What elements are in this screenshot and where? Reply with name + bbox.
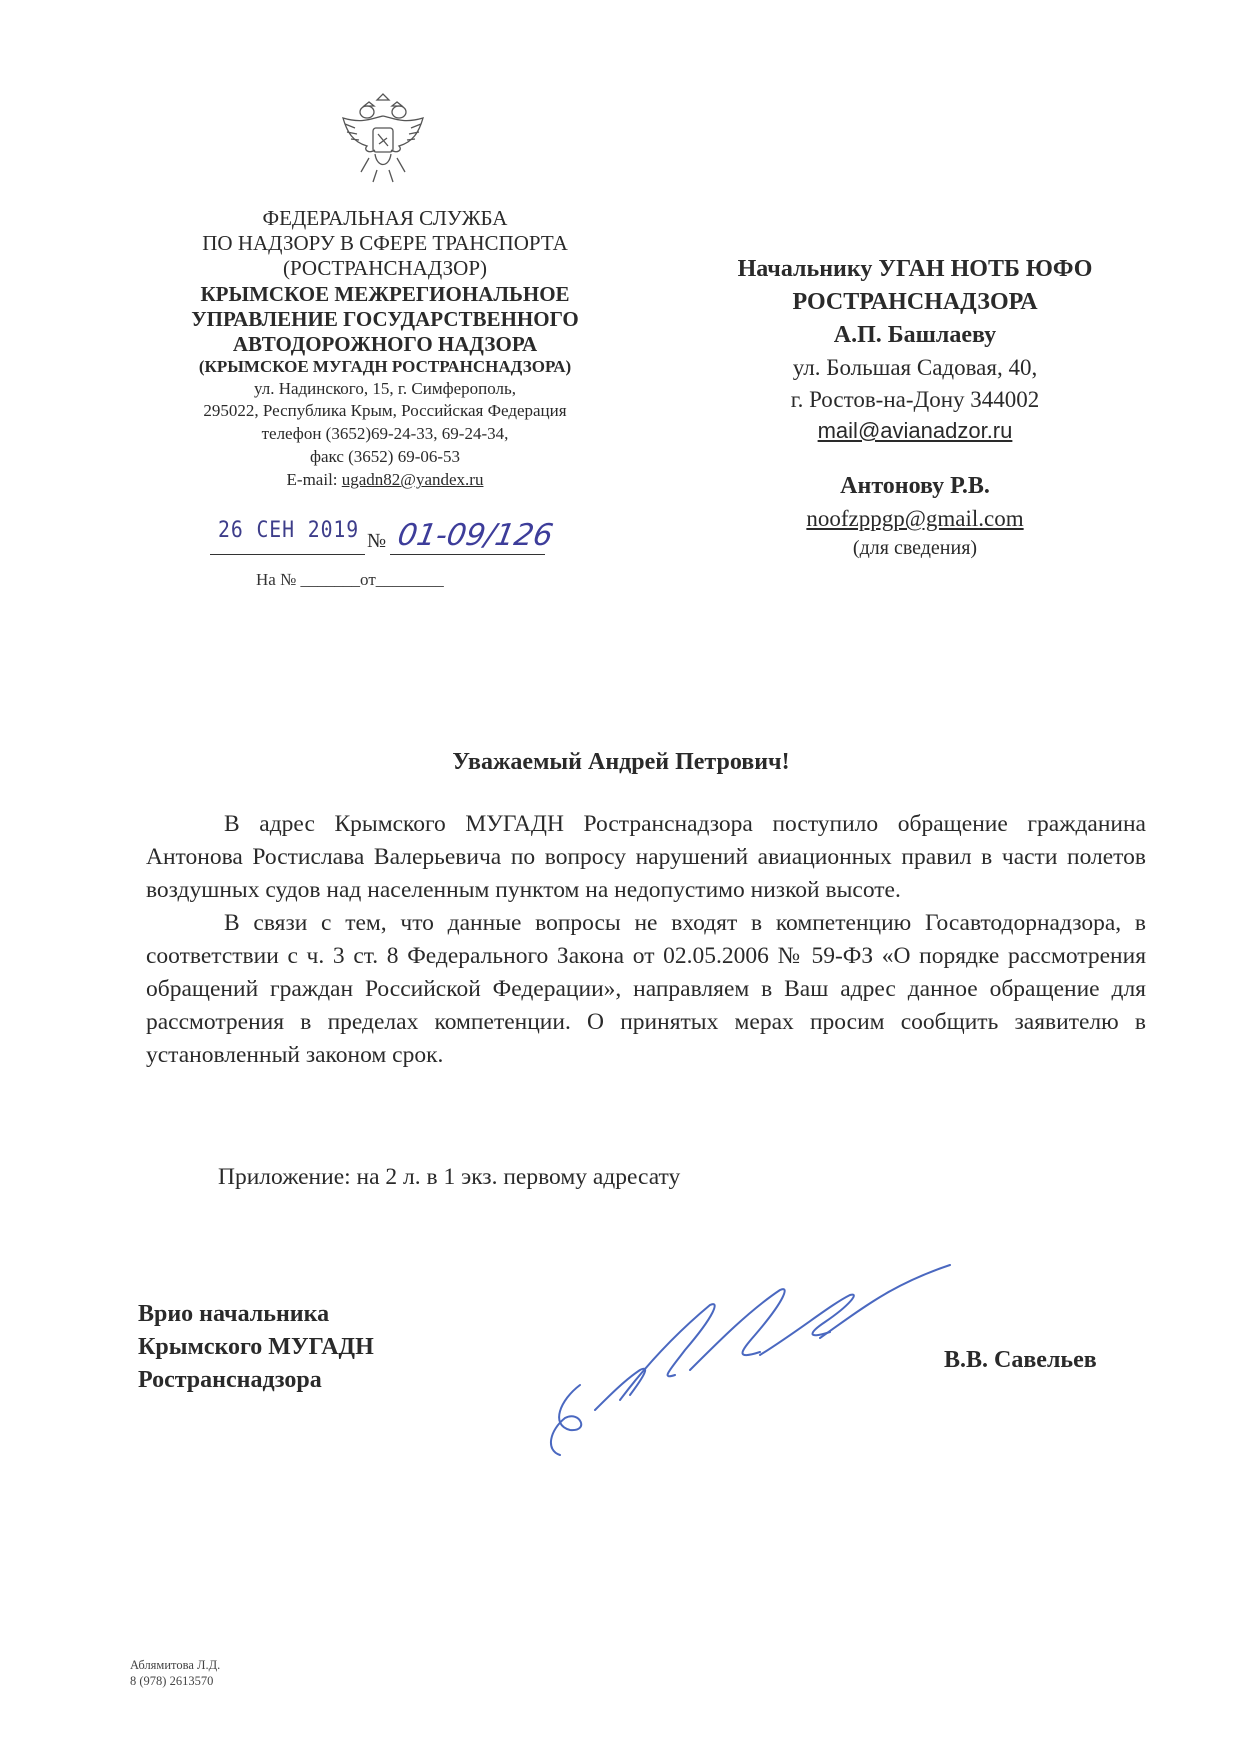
- sender-phone: телефон (3652)69-24-33, 69-24-34,: [261, 424, 509, 444]
- sender-agency-line: ПО НАДЗОРУ В СФЕРЕ ТРАНСПОРТА: [202, 231, 568, 256]
- coat-of-arms-emblem: [323, 88, 443, 188]
- sender-agency-line: (РОСТРАНСНАДЗОР): [282, 256, 488, 281]
- sender-department-line: (КРЫМСКОЕ МУГАДН РОСТРАНСНАДЗОРА): [198, 357, 572, 377]
- registration-number: 01-09/126: [394, 518, 556, 553]
- date-underline: [210, 554, 365, 555]
- signatory-title-line: Ространснадзора: [138, 1367, 322, 1394]
- number-underline: [390, 554, 545, 555]
- sender-fax: факс (3652) 69-06-53: [309, 447, 461, 467]
- recipient-city: г. Ростов-на-Дону 344002: [790, 387, 1040, 413]
- letter-paragraph: В связи с тем, что данные вопросы не входят в компетенцию Госавтодорнадзора, в соответствии с ч. 3 ст. 8 Федерального Закона от 02.05.2006 № 59-ФЗ «О порядке рассмотрения обращений граждан Российской Федерации», направляем в Ваш адрес данное обращение для рассмотрения в пределах компетенции. О принятых мерах просим сообщить заявителю в установленный законом срок.: [146, 910, 1146, 1068]
- copy-recipient-email-link[interactable]: noofzppgp@gmail.com: [806, 506, 1024, 532]
- recipient-block: [680, 253, 1150, 561]
- sender-email-link[interactable]: ugadn82@yandex.ru: [341, 470, 484, 490]
- letter-paragraph: В адрес Крымского МУГАДН Ространснадзора поступило обращение гражданина Антонова Ростислава Валерьевича по вопросу нарушений авиационных правил в части полетов воздушных судов над населенным пунктом на недопустимо низкой высоте.: [146, 811, 1146, 903]
- sender-block: [130, 206, 640, 492]
- recipient-name: А.П. Башлаеву: [833, 322, 997, 349]
- executor-name: Аблямитова Л.Д.: [130, 1658, 221, 1672]
- sender-email-row: [130, 469, 640, 492]
- recipient-street: ул. Большая Садовая, 40,: [792, 355, 1038, 381]
- sender-address: ул. Надинского, 15, г. Симферополь,: [253, 378, 517, 398]
- letter-body: [146, 808, 1146, 1072]
- sender-department-line: АВТОДОРОЖНОГО НАДЗОРА: [232, 331, 538, 356]
- executor-info: [130, 1657, 220, 1690]
- copy-recipient-name: Антонову Р.В.: [840, 473, 990, 500]
- sender-agency-line: ФЕДЕРАЛЬНАЯ СЛУЖБА: [262, 206, 508, 230]
- registration-number-label: №: [367, 530, 387, 552]
- signatory-name: В.В. Савельев: [944, 1347, 1097, 1373]
- sender-department-line: УПРАВЛЕНИЕ ГОСУДАРСТВЕННОГО: [191, 306, 579, 331]
- recipient-title: РОСТРАНСНАДЗОРА: [792, 289, 1038, 316]
- signatory-title-line: Врио начальника: [138, 1301, 330, 1327]
- letter-greeting: Уважаемый Андрей Петрович!: [452, 749, 790, 775]
- copy-note: (для сведения): [852, 537, 978, 559]
- registration-date-stamp: 26 СЕН 2019: [218, 518, 360, 543]
- reference-line: На № _______от________: [256, 570, 444, 589]
- sender-address: 295022, Республика Крым, Российская Федерация: [203, 401, 567, 421]
- signatory-title-line: Крымского МУГАДН: [138, 1334, 374, 1361]
- handwritten-signature: [510, 1260, 960, 1460]
- attachment-note: Приложение: на 2 л. в 1 экз. первому адресату: [218, 1164, 681, 1190]
- sender-department-line: КРЫМСКОЕ МЕЖРЕГИОНАЛЬНОЕ: [200, 281, 570, 306]
- signatory-title: [138, 1298, 374, 1397]
- recipient-title: Начальнику УГАН НОТБ ЮФО: [737, 256, 1093, 282]
- executor-phone: 8 (978) 2613570: [130, 1674, 214, 1689]
- sender-email-label: E-mail:: [286, 470, 342, 490]
- recipient-email-link[interactable]: mail@avianadzor.ru: [817, 417, 1013, 443]
